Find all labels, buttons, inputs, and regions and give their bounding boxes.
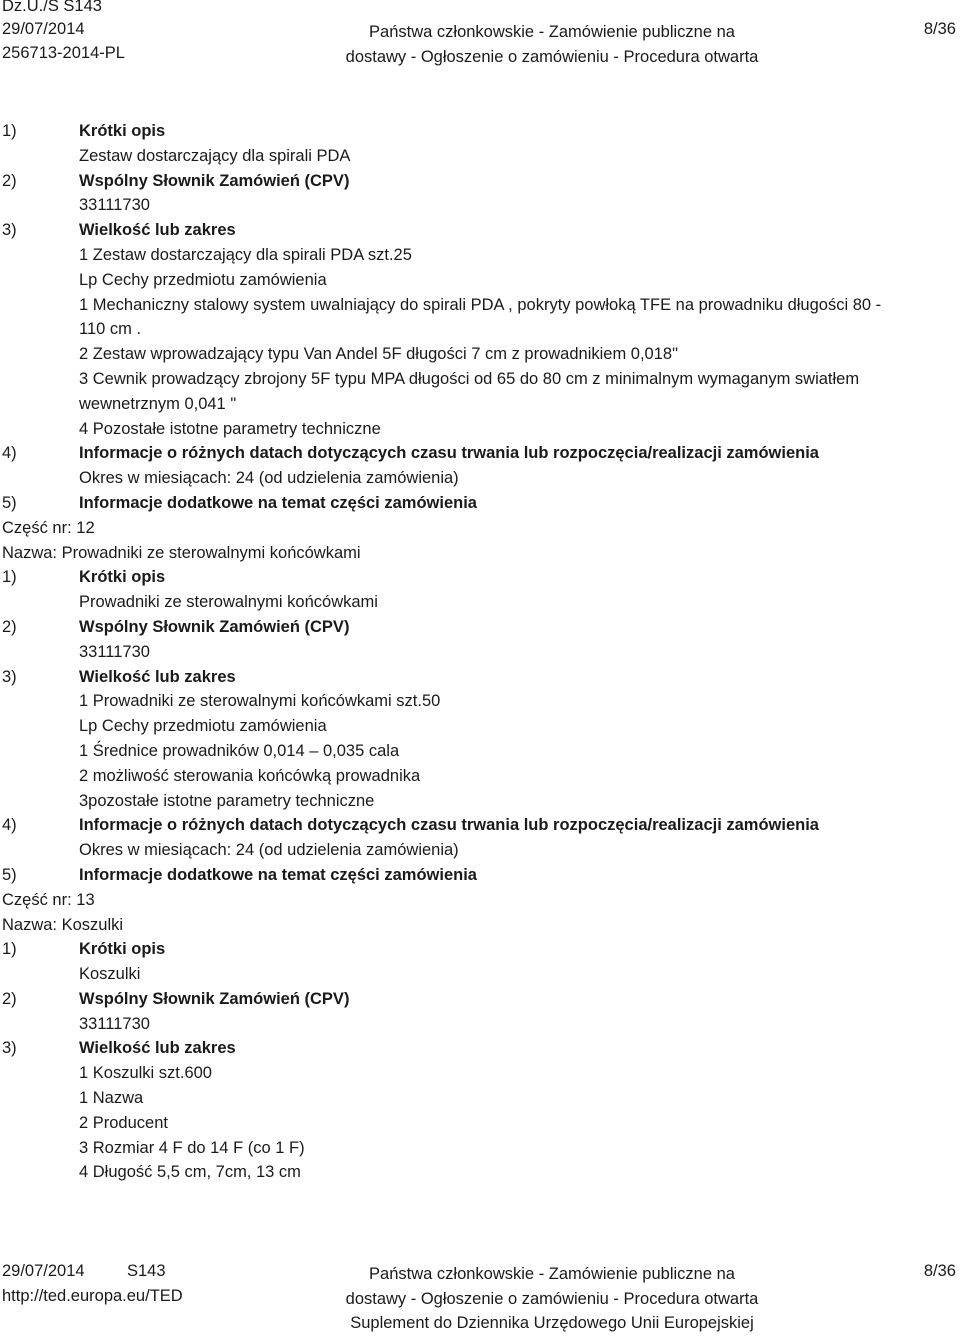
quantity-line: Lp Cechy przedmiotu zamówienia xyxy=(79,270,327,289)
heading-additional-info xyxy=(2,491,952,516)
part-number: Część nr: 13 xyxy=(2,890,95,909)
notice-id: 256713-2014-PL xyxy=(2,44,125,62)
quantity-line: 1 Średnice prowadników 0,014 – 0,035 cala xyxy=(79,741,400,760)
footer-url-link[interactable]: http://ted.europa.eu/TED xyxy=(2,1287,183,1305)
quantity-line: 3 Cewnik prowadzący zbrojony 5F typu MPA długości od 65 do 80 cm z minimalnym wymaganym swiatłem xyxy=(79,369,860,388)
heading-title: Informacje dodatkowe na temat części zamówienia xyxy=(79,493,477,512)
part-name: Nazwa: Koszulki xyxy=(2,915,124,934)
heading-number: 3) xyxy=(2,1039,17,1058)
heading-number: 3) xyxy=(2,667,17,686)
heading-number: 1) xyxy=(2,122,17,140)
heading-additional-info xyxy=(2,863,952,888)
heading-title: Krótki opis xyxy=(79,568,166,587)
quantity-line: 4 Długość 5,5 cm, 7cm, 13 cm xyxy=(79,1163,301,1182)
heading-title: Krótki opis xyxy=(79,940,166,959)
header-page-number: 8/36 xyxy=(923,20,956,38)
heading-number: 1) xyxy=(2,568,17,587)
document-body xyxy=(2,119,952,1185)
short-description-text: Prowadniki ze sterowalnymi końcówkami xyxy=(79,593,378,612)
heading-quantity xyxy=(2,1036,952,1061)
footer-title-line1: Państwa członkowskie - Zamówienie publiczne na xyxy=(369,1265,735,1283)
footer-title-line3: Suplement do Dziennika Urzędowego Unii Europejskiej xyxy=(350,1314,754,1332)
heading-short-description xyxy=(2,119,952,144)
footer-page-number: 8/36 xyxy=(923,1262,956,1280)
quantity-line: 2 Zestaw wprowadzający typu Van Andel 5F długości 7 cm z prowadnikiem 0,018" xyxy=(79,345,678,364)
heading-title: Wielkość lub zakres xyxy=(79,221,236,240)
heading-cpv xyxy=(2,169,952,194)
quantity-line: Lp Cechy przedmiotu zamówienia xyxy=(79,717,327,736)
heading-title: Informacje dodatkowe na temat części zamówienia xyxy=(79,865,477,884)
quantity-line: 2 Producent xyxy=(79,1113,168,1132)
heading-number: 5) xyxy=(2,493,17,512)
heading-title: Wspólny Słownik Zamówień (CPV) xyxy=(79,989,350,1008)
short-description-text: Zestaw dostarczający dla spirali PDA xyxy=(79,146,351,165)
heading-title: Krótki opis xyxy=(79,122,166,140)
heading-number: 1) xyxy=(2,940,17,959)
heading-number: 5) xyxy=(2,865,17,884)
quantity-line: 1 Prowadniki ze sterowalnymi końcówkami szt.50 xyxy=(79,692,441,711)
heading-cpv xyxy=(2,615,952,640)
header-title xyxy=(308,20,796,69)
quantity-line: 1 Mechaniczny stalowy system uwalniający do spirali PDA , pokryty powłoką TFE na prowadniku długości 80 - xyxy=(79,295,882,314)
heading-number: 2) xyxy=(2,171,17,190)
duration-text: Okres w miesiącach: 24 (od udzielenia zamówienia) xyxy=(79,841,459,860)
heading-number: 4) xyxy=(2,444,17,463)
part-name: Nazwa: Prowadniki ze sterowalnymi końcówkami xyxy=(2,543,361,562)
journal-ref: Dz.U./S S143 xyxy=(2,0,102,15)
heading-number: 4) xyxy=(2,816,17,835)
cpv-code: 33111730 xyxy=(79,1014,150,1033)
heading-title: Informacje o różnych datach dotyczących czasu trwania lub rozpoczęcia/realizacji zamówienia xyxy=(79,816,819,835)
cpv-code: 33111730 xyxy=(79,642,150,661)
duration-text: Okres w miesiącach: 24 (od udzielenia zamówienia) xyxy=(79,469,459,488)
short-description-text: Koszulki xyxy=(79,965,141,984)
heading-quantity xyxy=(2,218,952,243)
heading-number: 3) xyxy=(2,221,17,240)
heading-dates xyxy=(2,441,952,466)
header-title-line1: Państwa członkowskie - Zamówienie publiczne na xyxy=(369,23,735,41)
heading-number: 2) xyxy=(2,989,17,1008)
quantity-line: 4 Pozostałe istotne parametry techniczne xyxy=(79,419,381,438)
heading-short-description xyxy=(2,565,952,590)
quantity-line: 1 Koszulki szt.600 xyxy=(79,1064,212,1083)
heading-quantity xyxy=(2,665,952,690)
part-number: Część nr: 12 xyxy=(2,518,95,537)
cpv-code: 33111730 xyxy=(79,196,150,215)
page-header xyxy=(0,0,960,70)
footer-date: 29/07/2014 xyxy=(2,1262,85,1280)
quantity-line: 1 Nazwa xyxy=(79,1089,144,1108)
heading-cpv xyxy=(2,987,952,1012)
heading-dates xyxy=(2,813,952,838)
heading-title: Wielkość lub zakres xyxy=(79,1039,236,1058)
heading-title: Informacje o różnych datach dotyczących czasu trwania lub rozpoczęcia/realizacji zamówienia xyxy=(79,444,819,463)
quantity-line: 1 Zestaw dostarczający dla spirali PDA szt.25 xyxy=(79,245,412,264)
quantity-line: wewnetrznym 0,041 " xyxy=(79,394,237,413)
quantity-line: 3 Rozmiar 4 F do 14 F (co 1 F) xyxy=(79,1138,305,1157)
header-date: 29/07/2014 xyxy=(2,20,85,38)
heading-short-description xyxy=(2,937,952,962)
page-footer xyxy=(0,1262,960,1334)
footer-title xyxy=(308,1262,796,1336)
footer-series: S143 xyxy=(127,1262,166,1280)
heading-title: Wielkość lub zakres xyxy=(79,667,236,686)
quantity-line: 3pozostałe istotne parametry techniczne xyxy=(79,791,375,810)
heading-number: 2) xyxy=(2,617,17,636)
quantity-line: 110 cm . xyxy=(79,320,142,339)
header-title-line2: dostawy - Ogłoszenie o zamówieniu - Procedura otwarta xyxy=(345,47,759,66)
footer-title-line2: dostawy - Ogłoszenie o zamówieniu - Procedura otwarta xyxy=(345,1289,759,1308)
heading-title: Wspólny Słownik Zamówień (CPV) xyxy=(79,617,350,636)
quantity-line: 2 możliwość sterowania końcówką prowadnika xyxy=(79,766,421,785)
heading-title: Wspólny Słownik Zamówień (CPV) xyxy=(79,171,350,190)
